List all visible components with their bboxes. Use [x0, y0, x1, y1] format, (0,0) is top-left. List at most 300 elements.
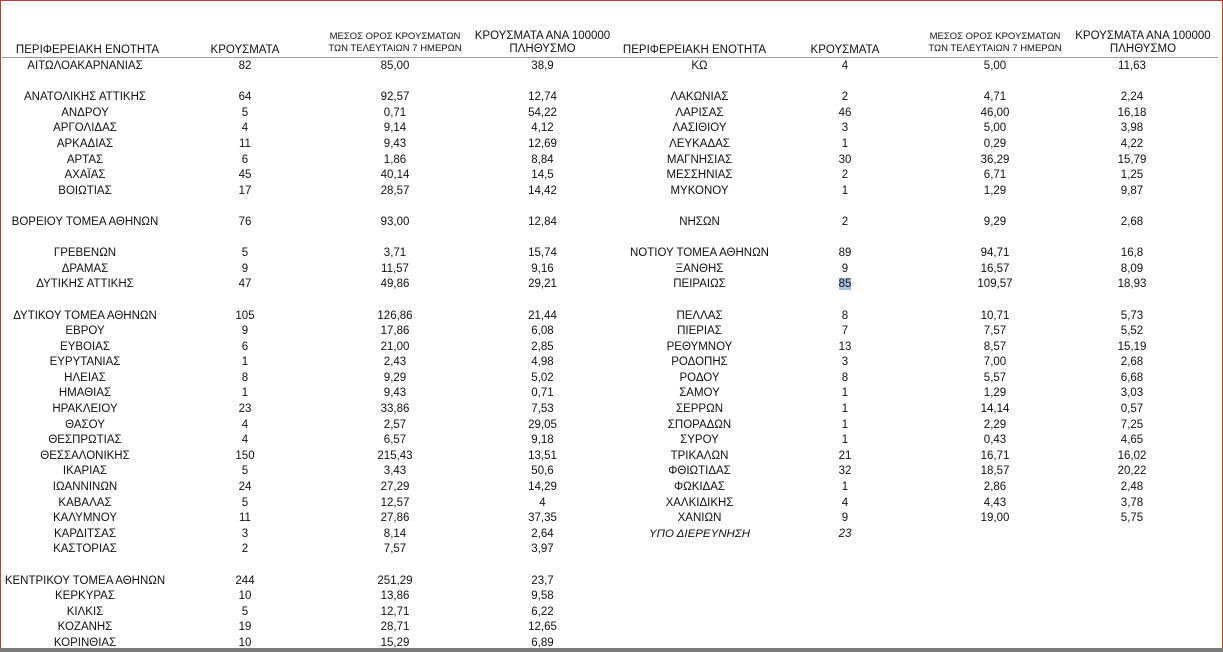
cases-cell-text: 8	[841, 371, 849, 384]
region-cell-text: ΠΙΕΡΙΑΣ	[677, 325, 722, 338]
cases-cell-text: 85	[838, 278, 852, 291]
region-cell	[612, 340, 787, 356]
avg7-cell	[340, 262, 450, 278]
header-avg7-line2: ΤΩΝ ΤΕΛΕΥΤΑΙΩΝ 7 ΗΜΕΡΩΝ	[328, 43, 462, 54]
table-row	[0, 277, 612, 293]
per100k-cell-text: 11,63	[1118, 60, 1146, 72]
region-cell	[612, 277, 787, 293]
region-cell-text: ΧΑΛΚΙΔΙΚΗΣ	[665, 496, 734, 509]
per100k-cell-text: 1,25	[1120, 169, 1144, 182]
per100k-cell-text: 9,58	[531, 590, 554, 603]
region-cell-text: ΗΛΕΙΑΣ	[64, 371, 106, 384]
avg7-cell	[940, 511, 1050, 527]
blank-row	[612, 199, 1223, 215]
per100k-cell	[490, 386, 595, 402]
cases-cell-text: 11	[239, 512, 251, 525]
cases-cell	[805, 246, 885, 262]
cases-cell-text: 150	[235, 449, 255, 462]
avg7-cell-text: 2,43	[383, 356, 407, 369]
per100k-cell	[490, 542, 595, 558]
region-cell-text: ΘΕΣΠΡΩΤΙΑΣ	[48, 434, 122, 447]
per100k-cell-text: 4,12	[531, 122, 554, 135]
per100k-cell	[1072, 168, 1192, 184]
region-cell-text: ΕΒΡΟΥ	[65, 325, 105, 338]
table-row	[612, 215, 1223, 231]
per100k-cell-text: 6,68	[1120, 371, 1144, 384]
cases-cell-text: 105	[235, 309, 255, 322]
per100k-cell-text: 12,84	[528, 215, 557, 228]
cases-cell	[205, 605, 285, 621]
region-cell	[612, 418, 787, 434]
table-row	[612, 106, 1223, 122]
avg7-cell-text: 8,14	[383, 527, 407, 540]
region-cell-text: ΚΟΖΑΝΗΣ	[57, 621, 113, 634]
avg7-cell-text: 15,29	[380, 636, 410, 649]
region-cell	[612, 262, 787, 278]
per100k-cell-text: 2,85	[531, 340, 554, 353]
per100k-cell	[1072, 418, 1192, 434]
region-cell	[612, 511, 787, 527]
avg7-cell	[340, 246, 450, 262]
per100k-cell	[490, 449, 595, 465]
region-cell-text: ΚΕΝΤΡΙΚΟΥ ΤΟΜΕΑ ΑΘΗΝΩΝ	[4, 574, 166, 587]
avg7-cell-text: 28,71	[380, 621, 410, 634]
region-cell	[2, 386, 168, 402]
cases-cell	[205, 542, 285, 558]
per100k-cell-text: 2,48	[1120, 481, 1144, 494]
cases-cell	[205, 340, 285, 356]
region-cell	[612, 137, 787, 153]
table-row	[612, 324, 1223, 340]
avg7-cell	[940, 496, 1050, 512]
avg7-cell	[340, 496, 450, 512]
avg7-cell	[940, 340, 1050, 356]
avg7-cell	[340, 324, 450, 340]
avg7-cell-text: 4,71	[983, 91, 1007, 104]
cases-cell-text: 5	[241, 106, 249, 119]
avg7-cell-text: 17,86	[380, 325, 410, 338]
table-row	[0, 246, 612, 262]
table-row	[0, 386, 612, 402]
avg7-cell	[340, 636, 450, 652]
cases-cell	[205, 386, 285, 402]
table-row	[0, 589, 612, 605]
per100k-cell-text: 14,5	[531, 169, 554, 182]
region-cell	[612, 168, 787, 184]
cases-cell-text: 9	[841, 262, 849, 275]
per100k-cell-text: 12,74	[528, 91, 557, 104]
region-cell	[2, 620, 168, 636]
table-row	[612, 511, 1223, 527]
per100k-cell	[490, 90, 595, 106]
avg7-cell-text: 3,71	[383, 247, 407, 260]
avg7-cell	[940, 386, 1050, 402]
region-cell	[612, 90, 787, 106]
region-cell	[2, 480, 168, 496]
per100k-cell	[490, 309, 595, 325]
header-avg7-line1: ΜΕΣΟΣ ΟΡΟΣ ΚΡΟΥΣΜΑΤΩΝ	[929, 31, 1061, 42]
avg7-cell-text: 9,29	[383, 371, 407, 384]
cases-cell-text: 4	[841, 60, 849, 72]
table-row	[612, 184, 1223, 200]
cases-cell	[205, 433, 285, 449]
avg7-cell-text: 18,57	[980, 465, 1010, 478]
table-row	[612, 418, 1223, 434]
cases-cell	[205, 168, 285, 184]
header-per100k-line1: ΚΡΟΥΣΜΑΤΑ ΑΝΑ 100000	[474, 30, 611, 42]
region-cell	[2, 324, 168, 340]
table-row	[612, 137, 1223, 153]
per100k-cell	[490, 59, 595, 75]
region-cell-text: ΣΥΡΟΥ	[680, 434, 719, 447]
avg7-cell-text: 10,71	[980, 309, 1010, 322]
avg7-cell	[340, 106, 450, 122]
region-cell-text: ΚΩ	[691, 60, 708, 72]
per100k-cell-text: 18,93	[1117, 278, 1147, 291]
cases-cell	[205, 215, 285, 231]
avg7-cell	[340, 386, 450, 402]
per100k-cell-text: 3,03	[1120, 387, 1144, 400]
per100k-cell-text: 54,22	[528, 106, 557, 119]
avg7-cell-text: 7,57	[983, 325, 1007, 338]
per100k-cell	[1072, 262, 1192, 278]
avg7-cell	[940, 184, 1050, 200]
header-per100k	[1062, 30, 1223, 56]
region-cell-text: ΠΕΛΛΑΣ	[676, 309, 723, 322]
avg7-cell-text: 0,43	[983, 434, 1007, 447]
cases-cell-text: 13	[838, 340, 852, 353]
per100k-cell-text: 0,71	[531, 387, 554, 400]
per100k-cell-text: 9,18	[531, 434, 554, 447]
region-cell	[2, 168, 168, 184]
table-row	[612, 168, 1223, 184]
cases-cell-text: 1	[841, 434, 849, 447]
region-cell	[2, 511, 168, 527]
avg7-cell-text: 215,43	[377, 449, 413, 462]
table-row	[612, 121, 1223, 137]
cases-cell-text: 6	[241, 153, 249, 166]
avg7-cell-text: 6,57	[383, 434, 407, 447]
region-cell-text: ΣΕΡΡΩΝ	[675, 403, 724, 416]
region-cell-text: ΑΡΤΑΣ	[66, 153, 104, 166]
cases-cell-text: 1	[241, 356, 249, 369]
per100k-cell	[1072, 464, 1192, 480]
avg7-cell-text: 85,00	[380, 60, 410, 72]
cases-cell	[205, 246, 285, 262]
cases-cell	[805, 527, 885, 543]
region-cell	[2, 464, 168, 480]
avg7-cell-text: 13,86	[380, 590, 410, 603]
region-cell	[612, 215, 787, 231]
cases-cell-text: 23	[838, 527, 852, 540]
cases-cell-text: 4	[241, 434, 249, 447]
avg7-cell-text: 1,29	[983, 184, 1007, 197]
header-per100k-line2: ΠΛΗΘΥΣΜΟ	[1109, 43, 1177, 55]
per100k-cell	[490, 121, 595, 137]
region-cell-text: ΔΡΑΜΑΣ	[61, 262, 109, 275]
cases-cell	[805, 168, 885, 184]
per100k-cell-text: 9,87	[1120, 184, 1144, 197]
region-cell-text: ΥΠΟ ΔΙΕΡΕΥΝΗΣΗ	[648, 527, 751, 540]
avg7-cell	[940, 137, 1050, 153]
region-cell-text: ΠΕΙΡΑΙΩΣ	[673, 278, 726, 291]
avg7-cell	[340, 309, 450, 325]
region-cell	[2, 309, 168, 325]
cases-cell	[805, 215, 885, 231]
cases-cell	[805, 418, 885, 434]
avg7-cell	[940, 464, 1050, 480]
table-row	[612, 309, 1223, 325]
cases-cell-text: 6	[241, 340, 249, 353]
per100k-cell	[1072, 309, 1192, 325]
region-cell-text: ΛΑΚΩΝΙΑΣ	[670, 91, 729, 104]
cases-cell-text: 4	[841, 496, 849, 509]
avg7-cell-text: 2,57	[383, 418, 407, 431]
table-row	[0, 449, 612, 465]
table-row	[0, 121, 612, 137]
per100k-cell-text: 15,79	[1117, 153, 1147, 166]
per100k-cell	[490, 418, 595, 434]
cases-cell-text: 2	[841, 215, 849, 228]
cases-cell	[805, 496, 885, 512]
region-cell-text: ΛΑΣΙΘΙΟΥ	[672, 122, 727, 135]
per100k-cell	[1072, 106, 1192, 122]
header-cases: ΚΡΟΥΣΜΑΤΑ	[810, 44, 880, 56]
cases-cell	[205, 121, 285, 137]
cases-cell	[205, 636, 285, 652]
cases-cell-text: 21	[838, 449, 852, 462]
per100k-cell-text: 2,24	[1120, 91, 1144, 104]
cases-cell-text: 5	[241, 465, 249, 478]
avg7-cell	[340, 153, 450, 169]
per100k-cell-text: 5,52	[1120, 325, 1144, 338]
per100k-cell	[1072, 433, 1192, 449]
cases-cell-text: 89	[838, 247, 852, 260]
per100k-cell-text: 12,65	[528, 621, 557, 634]
table-row	[612, 464, 1223, 480]
avg7-cell-text: 12,71	[380, 605, 410, 618]
cases-cell-text: 244	[235, 574, 255, 587]
per100k-cell-text: 16,02	[1117, 449, 1147, 462]
region-cell	[612, 121, 787, 137]
per100k-cell	[490, 215, 595, 231]
region-cell-text: ΒΟΡΕΙΟΥ ΤΟΜΕΑ ΑΘΗΝΩΝ	[11, 215, 159, 228]
cases-cell	[805, 433, 885, 449]
blank-row	[0, 293, 612, 309]
region-cell-text: ΘΕΣΣΑΛΟΝΙΚΗΣ	[40, 449, 130, 462]
per100k-cell	[1072, 59, 1192, 75]
cases-cell	[205, 184, 285, 200]
per100k-cell-text: 50,6	[531, 465, 554, 478]
region-cell	[2, 605, 168, 621]
region-cell	[2, 121, 168, 137]
region-cell-text: ΜΥΚΟΝΟΥ	[670, 184, 729, 197]
per100k-cell	[1072, 121, 1192, 137]
avg7-cell-text: 93,00	[380, 215, 410, 228]
table-row	[612, 433, 1223, 449]
per100k-cell-text: 14,29	[528, 481, 557, 494]
per100k-cell	[1072, 184, 1192, 200]
per100k-cell-text: 21,44	[528, 309, 557, 322]
avg7-cell-text: 92,57	[380, 91, 410, 104]
avg7-cell-text: 8,57	[983, 340, 1007, 353]
avg7-cell	[940, 106, 1050, 122]
region-cell-text: ΚΑΣΤΟΡΙΑΣ	[53, 543, 117, 556]
per100k-cell	[1072, 371, 1192, 387]
per100k-cell-text: 6,89	[531, 636, 554, 649]
per100k-cell	[1072, 511, 1192, 527]
cases-cell-text: 1	[841, 184, 849, 197]
region-cell-text: ΡΟΔΟΠΗΣ	[671, 356, 728, 369]
cases-cell	[805, 277, 885, 293]
table-row	[0, 402, 612, 418]
avg7-cell-text: 3,43	[383, 465, 407, 478]
cases-cell	[805, 340, 885, 356]
cases-cell	[805, 59, 885, 75]
avg7-cell-text: 9,14	[383, 122, 407, 135]
avg7-cell-text: 251,29	[377, 574, 413, 587]
cases-cell	[205, 262, 285, 278]
cases-cell-text: 17	[238, 184, 252, 197]
region-cell	[2, 496, 168, 512]
avg7-cell	[340, 402, 450, 418]
per100k-cell-text: 15,19	[1117, 340, 1147, 353]
avg7-cell	[340, 449, 450, 465]
region-cell	[612, 106, 787, 122]
per100k-cell-text: 6,08	[531, 325, 554, 338]
cases-cell-text: 32	[838, 465, 852, 478]
region-cell	[612, 184, 787, 200]
cases-cell	[805, 355, 885, 371]
cases-cell	[205, 402, 285, 418]
avg7-cell	[340, 355, 450, 371]
per100k-cell-text: 20,22	[1117, 465, 1147, 478]
region-cell	[2, 589, 168, 605]
region-cell	[2, 433, 168, 449]
avg7-cell	[940, 215, 1050, 231]
region-cell-text: ΚΟΡΙΝΘΙΑΣ	[53, 636, 117, 649]
per100k-cell	[490, 527, 595, 543]
per100k-cell-text: 5,73	[1120, 309, 1144, 322]
cases-cell-text: 4	[241, 418, 249, 431]
cases-cell	[205, 418, 285, 434]
per100k-cell	[490, 589, 595, 605]
per100k-cell	[490, 620, 595, 636]
avg7-cell	[340, 215, 450, 231]
per100k-cell	[490, 262, 595, 278]
per100k-cell-text: 29,21	[528, 278, 557, 291]
per100k-cell	[1072, 340, 1192, 356]
cases-cell	[205, 355, 285, 371]
avg7-cell-text: 126,86	[377, 309, 413, 322]
region-cell-text: ΚΕΡΚΥΡΑΣ	[55, 590, 115, 603]
table-row	[0, 620, 612, 636]
per100k-cell-text: 3,78	[1120, 496, 1144, 509]
avg7-cell	[340, 168, 450, 184]
per100k-cell	[490, 106, 595, 122]
region-cell	[2, 106, 168, 122]
region-cell-text: ΑΝΑΤΟΛΙΚΗΣ ΑΤΤΙΚΗΣ	[23, 91, 146, 104]
table-row	[0, 340, 612, 356]
table-row	[0, 168, 612, 184]
per100k-cell	[490, 464, 595, 480]
avg7-cell-text: 4,43	[983, 496, 1007, 509]
region-cell	[612, 480, 787, 496]
cases-cell-text: 3	[241, 527, 249, 540]
region-cell	[2, 636, 168, 652]
per100k-cell-text: 5,75	[1120, 512, 1144, 525]
cases-cell	[205, 153, 285, 169]
cases-cell-text: 2	[841, 169, 849, 182]
per100k-cell	[490, 636, 595, 652]
avg7-cell-text: 1,29	[983, 387, 1007, 400]
cases-cell-text: 45	[238, 169, 252, 182]
avg7-cell	[340, 605, 450, 621]
region-cell-text: ΑΡΚΑΔΙΑΣ	[56, 137, 114, 150]
region-cell	[2, 137, 168, 153]
header-avg7	[915, 31, 1075, 55]
region-cell-text: ΕΥΒΟΙΑΣ	[60, 340, 110, 353]
per100k-cell	[490, 574, 595, 590]
avg7-cell	[340, 620, 450, 636]
table-row	[0, 371, 612, 387]
per100k-cell-text: 2,68	[1120, 356, 1144, 369]
header-cases: ΚΡΟΥΣΜΑΤΑ	[210, 44, 280, 56]
avg7-cell-text: 21,00	[380, 340, 410, 353]
cases-cell-text: 19	[238, 621, 252, 634]
cases-cell	[205, 527, 285, 543]
header-per100k-line2: ΠΛΗΘΥΣΜΟ	[509, 43, 576, 55]
region-cell	[612, 496, 787, 512]
table-row	[0, 137, 612, 153]
per100k-cell	[1072, 153, 1192, 169]
per100k-cell	[490, 324, 595, 340]
avg7-cell	[940, 309, 1050, 325]
blank-row	[612, 293, 1223, 309]
avg7-cell-text: 1,86	[383, 153, 407, 166]
avg7-cell	[940, 324, 1050, 340]
avg7-cell	[340, 511, 450, 527]
region-cell	[2, 574, 168, 590]
left-table	[0, 59, 612, 652]
avg7-cell-text: 36,29	[980, 153, 1010, 166]
avg7-cell	[940, 90, 1050, 106]
avg7-cell-text: 0,29	[983, 137, 1007, 150]
cases-cell	[205, 137, 285, 153]
cases-cell-text: 23	[238, 403, 252, 416]
per100k-cell	[490, 246, 595, 262]
avg7-cell-text: 5,00	[983, 60, 1007, 72]
region-cell	[612, 449, 787, 465]
region-cell	[612, 433, 787, 449]
region-cell-text: ΡΟΔΟΥ	[679, 371, 720, 384]
region-cell	[2, 246, 168, 262]
per100k-cell	[490, 168, 595, 184]
table-row	[0, 480, 612, 496]
cases-cell-text: 10	[238, 636, 252, 649]
avg7-cell	[340, 277, 450, 293]
avg7-cell	[340, 574, 450, 590]
cases-cell-text: 1	[241, 387, 249, 400]
region-cell-text: ΧΑΝΙΩΝ	[677, 512, 722, 525]
region-cell-text: ΝΟΤΙΟΥ ΤΟΜΕΑ ΑΘΗΝΩΝ	[630, 247, 769, 260]
per100k-cell	[490, 340, 595, 356]
cases-cell	[805, 184, 885, 200]
cases-cell-text: 5	[241, 496, 249, 509]
per100k-cell-text: 8,09	[1120, 262, 1144, 275]
cases-cell-text: 1	[841, 137, 849, 150]
cases-cell	[805, 106, 885, 122]
